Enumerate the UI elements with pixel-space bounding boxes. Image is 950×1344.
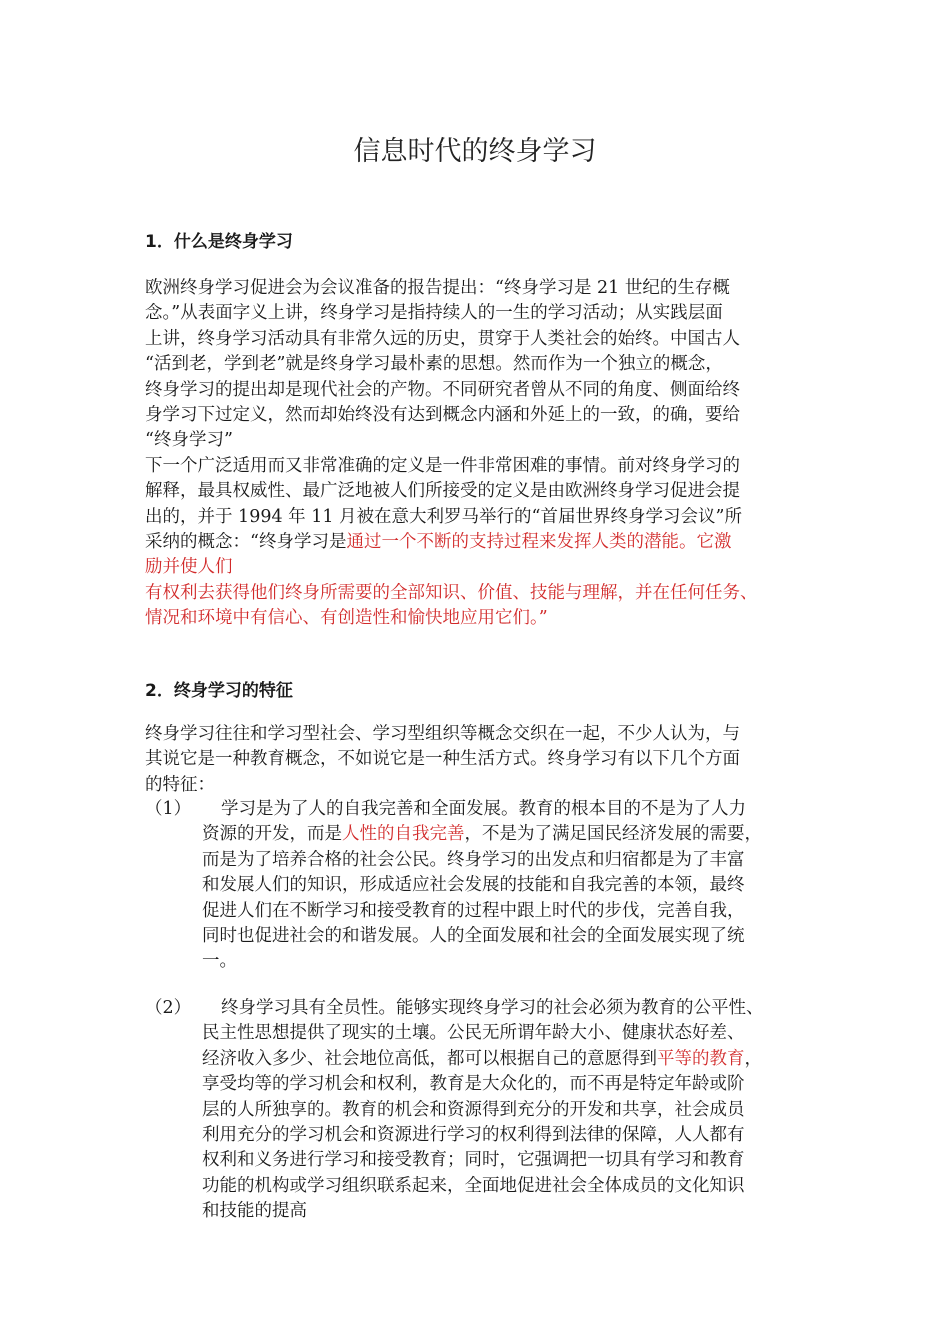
text-span: ，不是为了满足国民经济发展的需要， [464, 824, 762, 845]
text-line: 层的人所独享的。教育的机会和资源得到充分的开发和共享，社会成员 [202, 1099, 745, 1120]
highlighted-text-line: 情况和环境中有信心、有创造性和愉快地应用它们。” [145, 608, 548, 629]
text-line: “活到老，学到老”就是终身学习最朴素的思想。然而作为一个独立的概念， [145, 354, 723, 375]
text-line: “终身学习” [145, 430, 233, 451]
text-line: 欧洲终身学习促进会为会议准备的报告提出：“终身学习是 21 世纪的生存概 [145, 278, 730, 298]
text-line: 民主性思想提供了现实的土壤。公民无所谓年龄大小、健康状态好差、 [202, 1023, 745, 1044]
text-span: 资源的开发，而是 [202, 824, 342, 845]
page-title: 信息时代的终身学习 [353, 136, 597, 167]
section-2-intro [145, 722, 815, 798]
text-line: 同时也促进社会的和谐发展。人的全面发展和社会的全面发展实现了统 [202, 926, 745, 947]
text-line: 出的，并于 1994 年 11 月被在意大利罗马举行的“首届世界终身学习会议”所 [145, 506, 742, 527]
text-line: 学习是为了人的自我完善和全面发展。教育的根本目的不是为了人力 [221, 799, 746, 819]
text-line: 和技能的提高 [202, 1201, 307, 1222]
text-line: 解释，最具权威性、最广泛地被人们所接受的定义是由欧洲终身学习促进会提 [145, 481, 740, 502]
list-item-body [202, 996, 832, 1225]
highlighted-text: 平等的教育 [657, 1048, 745, 1069]
text-line-mixed [202, 822, 832, 847]
text-line: 功能的机构或学习组织联系起来，全面地促进社会全体成员的文化知识 [202, 1175, 745, 1196]
list-number: （1） [145, 799, 192, 819]
text-line: 一。 [202, 951, 237, 972]
section-1-body [145, 276, 815, 632]
text-span: 经济收入多少、社会地位高低，都可以根据自己的意愿得到 [202, 1048, 657, 1069]
text-line: 念。”从表面字义上讲，终身学习是指持续人的一生的学习活动；从实践层面 [145, 303, 723, 324]
text-line: 上讲，终身学习活动具有非常久远的历史，贯穿于人类社会的始终。中国古人 [145, 328, 740, 349]
text-line: 享受均等的学习机会和权利，教育是大众化的，而不再是特定年龄或阶 [202, 1074, 745, 1095]
text-line: 利用充分的学习机会和资源进行学习的权利得到法律的保障，人人都有 [202, 1125, 745, 1146]
highlighted-text: 通过一个不断的支持过程来发挥人类的潜能。它激 [346, 532, 732, 553]
text-line: 促进人们在不断学习和接受教育的过程中跟上时代的步伐，完善自我， [202, 900, 745, 921]
text-line: 终身学习往往和学习型社会、学习型组织等概念交织在一起，不少人认为，与 [145, 724, 740, 744]
list-item-body [202, 797, 832, 975]
text-line: 终身学习具有全员性。能够实现终身学习的社会必须为教育的公平性、 [221, 998, 764, 1018]
text-line: 身学习下过定义，然而却始终没有达到概念内涵和外延上的一致，的确，要给 [145, 405, 740, 426]
text-line: 而是为了培养合格的社会公民。终身学习的出发点和归宿都是为了丰富 [202, 849, 745, 870]
text-span: 采纳的概念：“终身学习是 [145, 532, 347, 553]
list-number: （2） [145, 998, 192, 1018]
text-line: 下一个广泛适用而又非常准确的定义是一件非常困难的事情。前对终身学习的 [145, 455, 740, 476]
highlighted-text-line: 有权利去获得他们终身所需要的全部知识、价值、技能与理解，并在任何任务、 [145, 582, 758, 603]
text-line: 其说它是一种教育概念，不如说它是一种生活方式。终身学习有以下几个方面 [145, 749, 740, 770]
text-line: 和发展人们的知识，形成适应社会发展的技能和自我完善的本领，最终 [202, 875, 745, 896]
section-2-heading: 2．终身学习的特征 [145, 681, 293, 701]
text-line: 终身学习的提出却是现代社会的产物。不同研究者曾从不同的角度、侧面给终 [145, 379, 740, 400]
highlighted-text: 人性的自我完善 [342, 824, 465, 845]
text-span: ， [744, 1048, 762, 1069]
text-line: 的特征： [145, 774, 215, 795]
text-line-mixed [202, 1047, 832, 1072]
section-1-heading: 1．什么是终身学习 [145, 232, 293, 252]
text-line-mixed [145, 530, 815, 555]
highlighted-text-line: 励并使人们 [145, 557, 233, 578]
text-line: 权利和义务进行学习和接受教育；同时，它强调把一切具有学习和教育 [202, 1150, 745, 1171]
